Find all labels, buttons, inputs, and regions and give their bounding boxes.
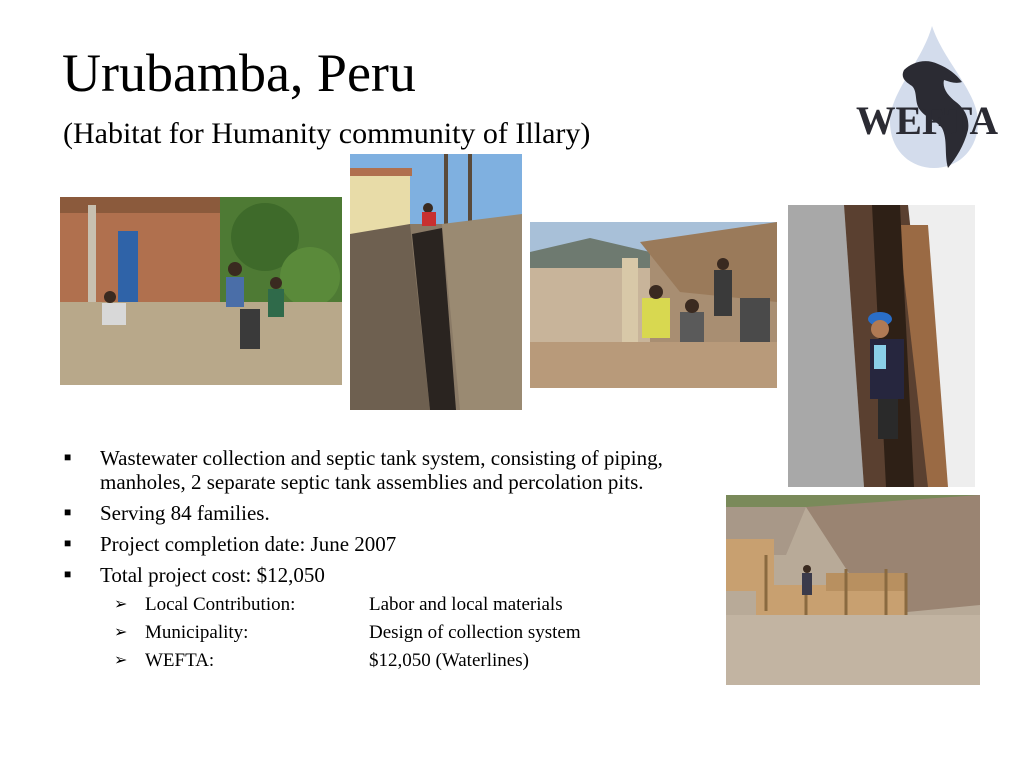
bullet-item <box>62 446 722 494</box>
wefta-logo <box>852 22 1002 172</box>
photo-village-workers <box>60 197 342 385</box>
sub-bullet-item <box>62 622 722 644</box>
sub-bullet-value: $12,050 (Waterlines) <box>369 650 529 671</box>
photo-deep-trench <box>350 154 522 410</box>
sub-bullet-label: Local Contribution: <box>145 594 296 615</box>
bullet-text: Total project cost: $12,050 <box>100 563 325 587</box>
photo-septic-formwork <box>726 495 980 685</box>
sub-bullet-value: Labor and local materials <box>369 594 563 615</box>
sub-bullet-label: WEFTA: <box>145 650 215 671</box>
photo-worker-in-trench <box>788 205 975 487</box>
photo-pipe-installation <box>530 222 777 388</box>
arrow-bullet-icon: ➢ <box>114 652 128 669</box>
logo-text: WEFTA <box>856 98 999 143</box>
bullet-text: Project completion date: June 2007 <box>100 532 397 556</box>
bullet-list <box>62 446 722 678</box>
slide-title: Urubamba, Peru <box>62 43 416 103</box>
bullet-item <box>62 501 722 525</box>
arrow-bullet-icon: ➢ <box>114 624 128 641</box>
bullet-item <box>62 532 722 556</box>
slide-subtitle: (Habitat for Humanity community of Illary) <box>63 117 591 150</box>
bullet-text: Wastewater collection and septic tank system, consisting of piping, manholes, 2 separate septic tank assemblies and percolation pits. <box>100 446 663 494</box>
sub-bullet-item <box>62 594 722 616</box>
bullet-item <box>62 563 722 587</box>
sub-bullet-value: Design of collection system <box>369 622 581 643</box>
bullet-marker: ■ <box>64 505 72 519</box>
water-drop-globe-icon <box>852 22 1002 172</box>
bullet-text: Serving 84 families. <box>100 501 270 525</box>
bullet-marker: ■ <box>64 536 72 550</box>
sub-bullet-item <box>62 650 722 672</box>
sub-bullet-label: Municipality: <box>145 622 249 643</box>
sub-bullet-list <box>62 594 722 672</box>
arrow-bullet-icon: ➢ <box>114 596 128 613</box>
bullet-marker: ■ <box>64 567 72 581</box>
bullet-marker: ■ <box>64 450 72 464</box>
